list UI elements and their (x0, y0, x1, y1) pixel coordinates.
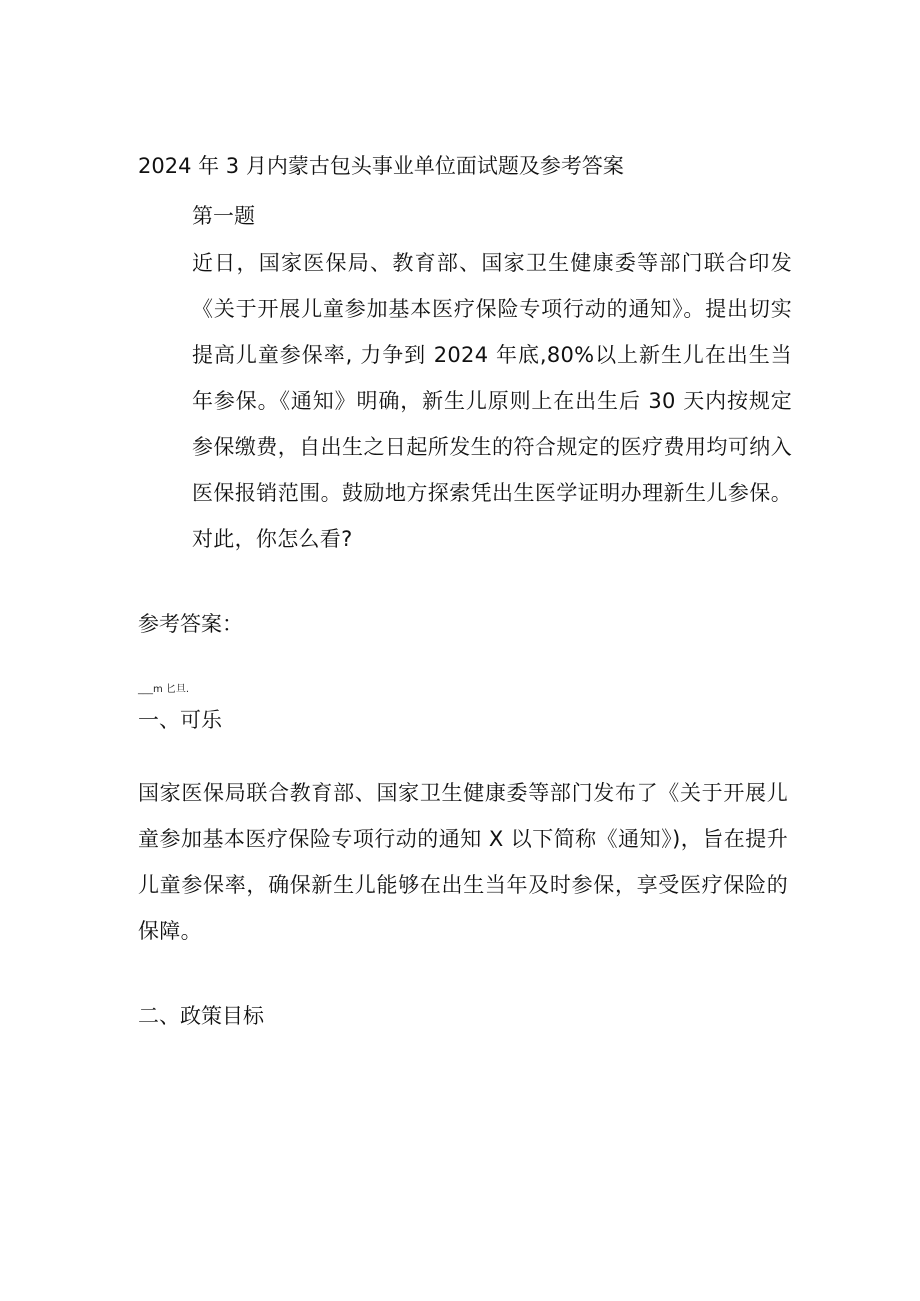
section-2-heading: 二、政策目标 (138, 1004, 264, 1028)
small-note: ___m 匕旦. (138, 684, 190, 695)
section-1-paragraph: 国家医保局联合教育部、国家卫生健康委等部门发布了《关于开展儿童参加基本医疗保险专项行动的通知 X 以下简称《通知》)，旨在提升儿童参保率，确保新生儿能够在出生当年及时参保，享受医疗保险的保障。 (138, 781, 788, 943)
section-1-heading: 一、可乐 (138, 708, 222, 732)
question-label: 第一题 (192, 204, 255, 228)
document-title: 2024 年 3 月内蒙古包头事业单位面试题及参考答案 (138, 154, 624, 178)
question-text: 近日，国家医保局、教育部、国家卫生健康委等部门联合印发《关于开展儿童参加基本医疗保险专项行动的通知》。提出切实提高儿童参保率, 力争到 2024 年底,80%以上新生儿在出生当年参保。《通知》明确，新生儿原则上在出生后 30 天内按规定参保缴费，自出生之日起所发生的符合规定的医疗费用均可纳入医保报销范围。鼓励地方探索凭出生医学证明办理新生儿参保。对此，你怎么看? (192, 251, 792, 551)
answer-label: 参考答案： (138, 612, 243, 636)
